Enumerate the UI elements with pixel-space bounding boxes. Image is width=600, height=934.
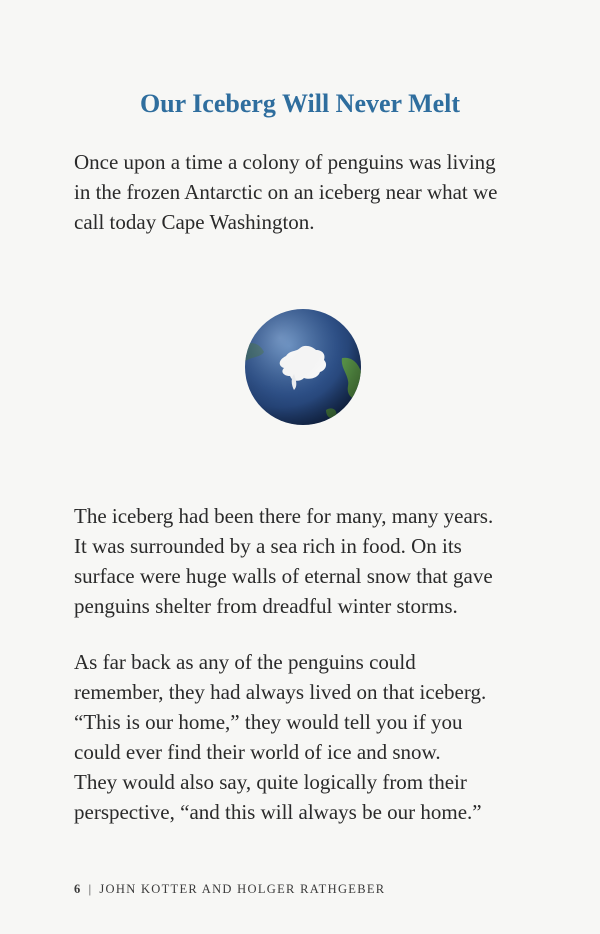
- text-line: perspective, “and this will always be our home.”: [74, 800, 482, 824]
- text-line: could ever find their world of ice and snow.: [74, 740, 441, 764]
- chapter-title: Our Iceberg Will Never Melt: [139, 89, 461, 118]
- text-line: call today Cape Washington.: [74, 210, 315, 234]
- page-footer: [74, 882, 385, 897]
- paragraph-3: [74, 647, 544, 827]
- text-line: They would also say, quite logically from their: [74, 770, 467, 794]
- text-line: It was surrounded by a sea rich in food. On its: [74, 534, 462, 558]
- text-line: remember, they had always lived on that iceberg.: [74, 680, 487, 704]
- footer-separator: |: [88, 882, 93, 896]
- text-line: “This is our home,” they would tell you if you: [74, 710, 463, 734]
- antarctica-globe-illustration: [242, 306, 364, 428]
- paragraph-1: [74, 147, 544, 237]
- page-number: 6: [74, 882, 82, 896]
- globe-image: [242, 306, 364, 428]
- text-line: The iceberg had been there for many, many years.: [74, 504, 494, 528]
- text-line: surface were huge walls of eternal snow that gave: [74, 564, 493, 588]
- text-line: penguins shelter from dreadful winter storms.: [74, 594, 458, 618]
- text-line: in the frozen Antarctic on an iceberg near what we: [74, 180, 498, 204]
- paragraph-2: [74, 501, 544, 621]
- text-line: Once upon a time a colony of penguins was living: [74, 150, 496, 174]
- text-line: As far back as any of the penguins could: [74, 650, 416, 674]
- running-head: JOHN KOTTER AND HOLGER RATHGEBER: [99, 882, 386, 896]
